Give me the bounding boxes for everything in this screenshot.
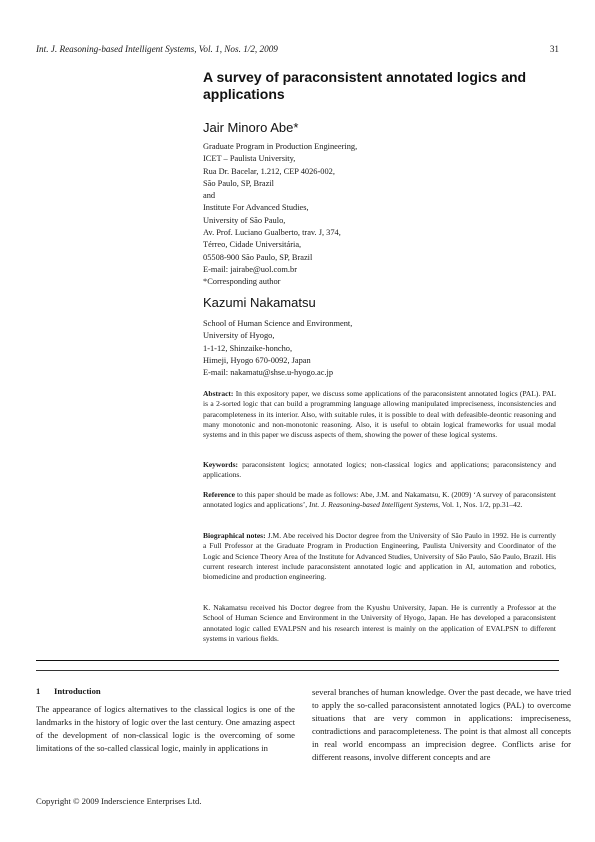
author-1-affiliation-line: Institute For Advanced Studies, xyxy=(203,203,309,213)
reference-journal: Int. J. Reasoning-based Intelligent Systems xyxy=(309,500,439,510)
author-2-name: Kazumi Nakamatsu xyxy=(203,295,316,310)
author-1-affiliation-line: *Corresponding author xyxy=(203,277,281,287)
reference-volume: , Vol. 1, Nos. 1/2, pp.31–42. xyxy=(438,500,523,510)
author-1-affiliation-line: Graduate Program in Production Engineering, xyxy=(203,142,358,151)
author-1-affiliation-line: ICET – Paulista University, xyxy=(203,154,296,164)
author-2-affiliation-line: University of Hyogo, xyxy=(203,331,275,341)
keywords xyxy=(203,460,556,481)
abstract xyxy=(203,389,556,440)
author-1-affiliation xyxy=(203,141,357,289)
top-divider xyxy=(36,660,559,661)
copyright-footer: Copyright © 2009 Inderscience Enterprises Ltd. xyxy=(36,796,202,806)
author-2-affiliation-line: School of Human Science and Environment, xyxy=(203,319,353,328)
author-1-affiliation-line: Av. Prof. Luciano Gualberto, trav. J, 374, xyxy=(203,228,341,238)
author-2-affiliation-line: Himeji, Hyogo 670-0092, Japan xyxy=(203,355,311,365)
author-2-affiliation-line: 1-1-12, Shinzaike-honcho, xyxy=(203,343,293,353)
section-number: 1 xyxy=(36,686,41,696)
paper-title: A survey of paraconsistent annotated logics and applications xyxy=(203,69,527,102)
abstract-text: In this expository paper, we discuss some applications of the paraconsistent annotated logics (PAL). PAL is a 2-sorted logic that can build a programming language allowing manipulated impreciseness, inconsistencies and paracompleteness in its interior. Also, with suitable rules, it is possible to deal with defeasible-deontic reasoning and many monotonic and non-monotonic reasoning. Also, it is useful to obtain logical frameworks for usual modal systems and in this paper we discuss aspects of them, showing the power of these logical systems. xyxy=(203,389,556,440)
author-1-name: Jair Minoro Abe* xyxy=(203,120,299,135)
author-2-affiliation-line: E-mail: nakamatu@shse.u-hyogo.ac.jp xyxy=(203,368,334,378)
reference-label: Reference xyxy=(203,490,235,499)
author-1-affiliation-line: and xyxy=(203,191,216,201)
abstract-label: Abstract: xyxy=(203,389,234,398)
keywords-text: paraconsistent logics; annotated logics; non-classical logics and applications; paraconsistency and applications. xyxy=(203,460,557,480)
bio-text-nakamatsu: K. Nakamatsu received his Doctor degree from the Kyushu University, Japan. He is currently a Professor at the School of Human Science and Environment in the University of Hyogo, Japan. He has developed a paraconsistent annotated logic called EVALPSN and his research interest is mainly on the application of EVALPSN to different systems in various fields. xyxy=(203,603,556,643)
author-1-affiliation-line: Térreo, Cidade Universitária, xyxy=(203,240,302,250)
author-1-affiliation-line: 05508-900 São Paulo, SP, Brazil xyxy=(203,252,313,262)
author-1-affiliation-line: E-mail: jairabe@uol.com.br xyxy=(203,264,297,274)
section-title: Introduction xyxy=(54,686,101,696)
author-2-affiliation xyxy=(203,318,352,379)
intro-right-column: several branches of human knowledge. Over the past decade, we have tried to apply the so-called paraconsistent annotated logics (PAL) to overcome situations that are very common in applications: impreciseness, contradictions and paracompleteness. The point is that almost all concepts in real world encompass an imprecision degree. Conflicts arise for different reasons, involve different concepts and are xyxy=(312,687,571,763)
bio-text-abe: J.M. Abe received his Doctor degree from the University of São Paulo in 1992. He is currently a Full Professor at the Graduate Program in Production Engineering, Paulista University and Coordinator of the Logic and Science Theory Area of the Institute for Advanced Studies, University of São Paulo, São Paulo, Brazil. His current research interest include paraconsistent annotated logic and application in AI, automation and robotics, biomedicine and production engineering. xyxy=(203,531,557,582)
keywords-label: Keywords: xyxy=(203,460,238,469)
section-heading xyxy=(36,686,101,696)
author-1-affiliation-line: São Paulo, SP, Brazil xyxy=(203,178,274,188)
bio-label: Biographical notes: xyxy=(203,531,266,540)
biographical-notes xyxy=(203,531,556,582)
reference xyxy=(203,490,556,511)
author-1-affiliation-line: Rua Dr. Bacelar, 1.212, CEP 4026-002, xyxy=(203,166,335,176)
page-number: 31 xyxy=(549,44,559,54)
journal-citation: Int. J. Reasoning-based Intelligent Systems, Vol. 1, Nos. 1/2, 2009 xyxy=(36,44,278,54)
bio-nakamatsu xyxy=(203,603,556,644)
running-header xyxy=(36,44,559,54)
reference-text: to this paper should be made as follows: Abe, J.M. and Nakamatsu, K. (2009) ‘A survey of paraconsistent annotated logics and applications’, xyxy=(203,490,556,510)
author-1-affiliation-line: University of São Paulo, xyxy=(203,215,286,225)
bottom-divider xyxy=(36,670,559,671)
intro-left-column: The appearance of logics alternatives to the classical logics is one of the landmarks in the history of logic over the last century. One amazing aspect of the development of non-classical logic is the overcoming of some limitations of the so-called classical logic, mainly in applications in xyxy=(36,704,295,754)
